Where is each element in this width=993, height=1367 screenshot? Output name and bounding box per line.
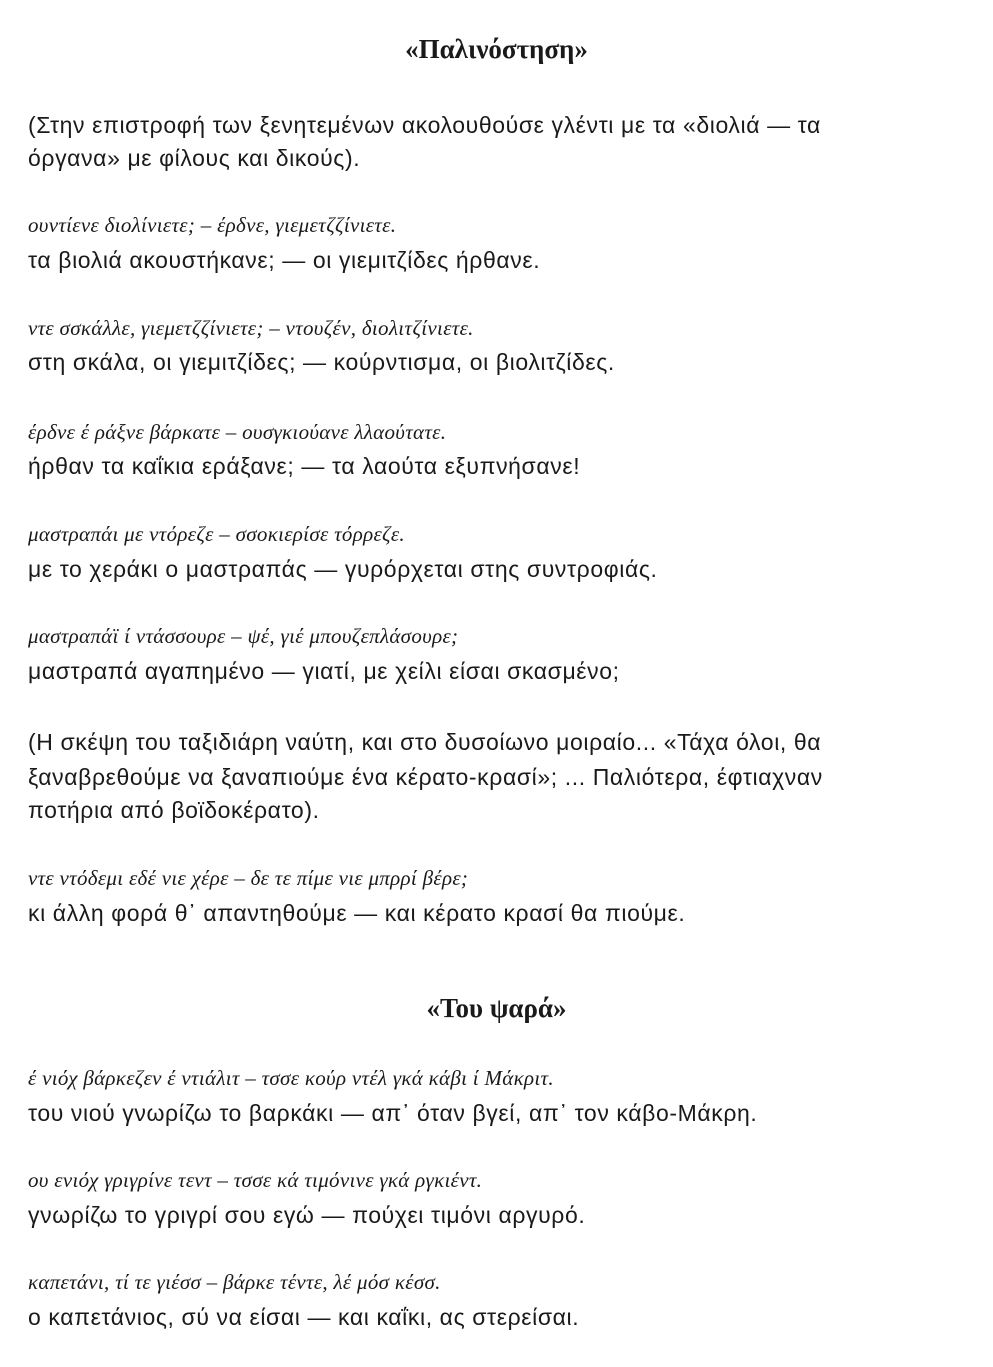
stanza-3-albanian: έρδνε έ ράξνε βάρκατε – ουσγκιούανε λλαούτατε. <box>28 420 447 444</box>
stanza-5-albanian: μαστραπάϊ ί ντάσσουρε – ψέ, γιέ μπουζεπλάσουρε; <box>28 624 459 648</box>
note-line-2: ξαναβρεθούμε να ξαναπιούμε ένα κέρατο-κρασί»; ... Παλιότερα, έφτιαχναν <box>28 764 823 790</box>
psara-stanza-3-albanian: καπετάνι, τί τε γιέσσ – βάρκε τέντε, λέ μόσ κέσσ. <box>28 1270 441 1294</box>
section-title-tou-psara: «Του ψαρά» <box>426 993 567 1023</box>
stanza-5-greek: μαστραπά αγαπημένο — γιατί, με χείλι είσαι σκασμένο; <box>28 658 620 684</box>
stanza-4-albanian: μαστραπάι με ντόρεζε – σσοκιερίσε τόρρεζε. <box>28 522 405 546</box>
psara-stanza-1-greek: του νιού γνωρίζω το βαρκάκι — απ᾽ όταν βγεί, απ᾽ τον κάβο-Μάκρη. <box>28 1100 758 1126</box>
intro-line-2: όργανα» με φίλους και δικούς). <box>28 145 361 171</box>
psara-stanza-2-albanian: ου ενιόχ γριγρίνε τεντ – τσσε κά τιμόνινε γκά ργκιέντ. <box>28 1168 483 1192</box>
stanza-1-greek: τα βιολιά ακουστήκανε; — οι γιεμιτζίδες ήρθανε. <box>28 247 541 273</box>
psara-stanza-2-greek: γνωρίζω το γριγρί σου εγώ — πούχει τιμόνι αργυρό. <box>28 1202 586 1228</box>
stanza-2-greek: στη σκάλα, οι γιεμιτζίδες; — κούρντισμα, οι βιολιτζίδες. <box>28 349 615 375</box>
note-line-1: (Η σκέψη του ταξιδιάρη ναύτη, και στο δυσοίωνο μοιραίο... «Τάχα όλοι, θα <box>28 729 822 755</box>
final-stanza-greek: κι άλλη φορά θ᾽ απαντηθούμε — και κέρατο κρασί θα πιούμε. <box>28 900 686 926</box>
psara-stanza-3-greek: ο καπετάνιος, σύ να είσαι — και καΐκι, ας στερείσαι. <box>28 1304 580 1330</box>
stanza-1-albanian: ουντίενε διολίνιετε; – έρδνε, γιεμετζζίνιετε. <box>28 213 397 237</box>
stanza-3-greek: ήρθαν τα καΐκια εράξανε; — τα λαούτα εξυπνήσανε! <box>28 453 581 479</box>
note-line-3: ποτήρια από βοϊδοκέρατο). <box>28 797 320 823</box>
psara-stanza-1-albanian: έ νιόχ βάρκεζεν έ ντιάλιτ – τσσε κούρ ντέλ γκά κάβι ί Μάκριτ. <box>28 1066 554 1090</box>
stanza-2-albanian: ντε σσκάλλε, γιεμετζζίνιετε; – ντουζέν, διολιτζίνιετε. <box>28 316 474 340</box>
section-title-palinostisi: «Παλινόστηση» <box>405 34 588 64</box>
final-stanza-albanian: ντε ντόδεμι εδέ νιε χέρε – δε τε πίμε νιε μπρρί βέρε; <box>28 866 469 890</box>
intro-line-1: (Στην επιστροφή των ξενητεμένων ακολουθούσε γλέντι με τα «διολιά — τα <box>28 112 821 138</box>
stanza-4-greek: με το χεράκι ο μαστραπάς — γυρόρχεται στης συντροφιάς. <box>28 556 658 582</box>
